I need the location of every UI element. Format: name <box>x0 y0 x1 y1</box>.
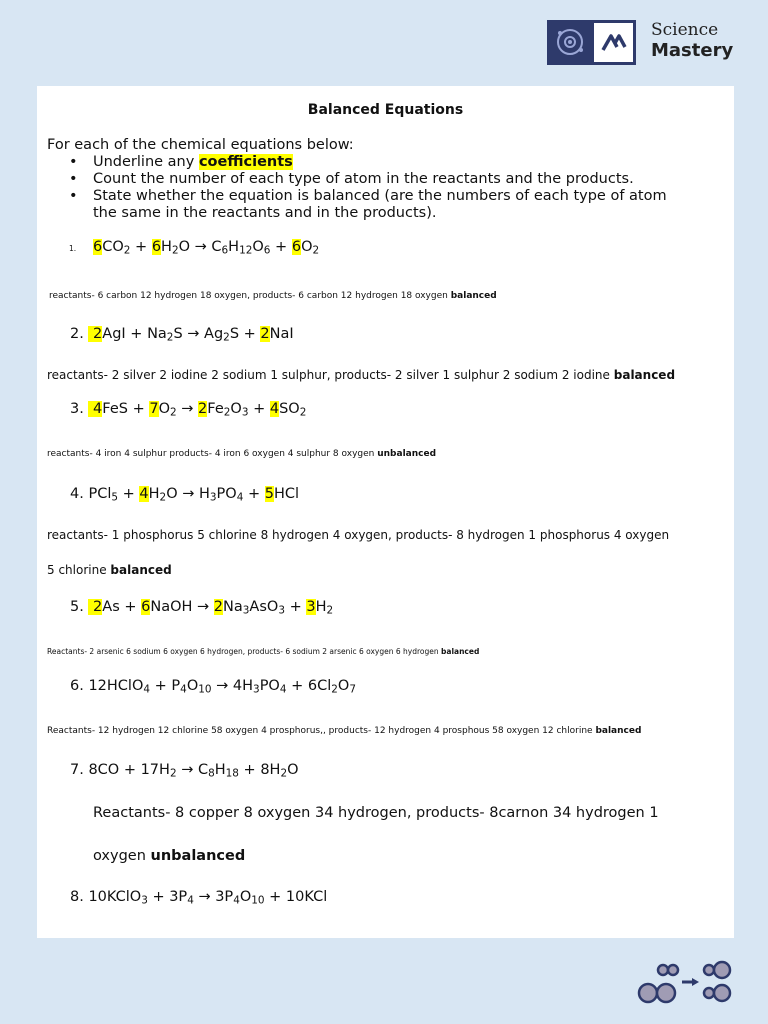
atom-icon <box>548 21 594 64</box>
equation-6: 6. 12HClO$_4$ + $P_4O_{10} \to 4H_3PO_4 + 6Cl_2O_7$ <box>70 678 356 696</box>
equation-2: 2. $2AgI + Na_2S \to Ag_2S + 2NaI$ <box>70 326 294 344</box>
answer-4: reactants- 1 phosphorus 5 chlorine 8 hydrogen 4 oxygen, products- 8 hydrogen 1 phosphorus 4 oxygen <box>47 528 670 542</box>
equation-5: 5. 2As + 6NaOH → $2Na_3AsO_3 + 3H_2$ <box>70 599 334 617</box>
item-number: 5. <box>70 599 84 615</box>
equation-7: 7. $8CO + 17H_2 \to C_8H_{18} + 8H_2O$ <box>70 762 299 780</box>
item-number: 4. <box>70 486 84 502</box>
equation-4: 4. $PCl_5 + 4H_2O \to H_3PO_4 + 5HCl$ <box>70 486 300 504</box>
logo-text-science: Science <box>651 20 719 40</box>
intro-text: For each of the chemical equations below: <box>47 137 354 153</box>
answer-7: Reactants- 8 copper 8 oxygen 34 hydrogen, products- 8carnon 34 hydrogen 1 <box>93 805 659 821</box>
logo-chevron-panel <box>594 23 633 62</box>
logo-mark <box>547 20 636 65</box>
item-number: 2. <box>70 326 84 342</box>
science-mastery-logo <box>547 20 747 66</box>
instruction-item: • Underline any coefficients <box>65 154 667 171</box>
item-number: 3. <box>70 401 84 417</box>
page-title: Balanced Equations <box>307 102 464 118</box>
instruction-item: • Count the number of each type of atom in the reactants and the products. <box>65 171 667 188</box>
answer-6: Reactants- 12 hydrogen 12 chlorine 58 oxygen 4 prosphorus,, products- 12 hydrogen 4 prosphous 58 oxygen 12 chlorine balanced <box>47 726 642 736</box>
coefficients-highlight: coefficients <box>198 154 293 170</box>
answer-4-cont: 5 chlorine balanced <box>47 563 172 577</box>
item-number: 7. <box>70 762 84 778</box>
logo-text-mastery: Mastery <box>651 40 734 61</box>
item-number: 6. <box>70 678 84 694</box>
equation-3: 3. $4FeS + 7O_2 \to 2Fe_2O_3 + 4SO_2$ <box>70 401 307 419</box>
answer-3: reactants- 4 iron 4 sulphur products- 4 iron 6 oxygen 4 sulphur 8 oxygen unbalanced <box>47 449 437 459</box>
answer-7-cont: oxygen unbalanced <box>93 848 246 864</box>
equation-1: 1. $6CO_2 + 6H_2O \to C_6H_{12}O_6 + 6O_2$ <box>69 239 320 257</box>
molecule-reaction-icon <box>636 960 736 1006</box>
equation-8: 8. 10KClO$_3$ + $3P_4 \to 3P_4O_{10} + 10KCl$ <box>70 889 328 907</box>
item-number: 1. <box>69 244 77 253</box>
answer-2: reactants- 2 silver 2 iodine 2 sodium 1 sulphur, products- 2 silver 1 sulphur 2 sodium 2 iodine balanced <box>47 368 676 382</box>
item-number: 8. <box>70 889 84 905</box>
answer-5: Reactants- 2 arsenic 6 sodium 6 oxygen 6 hydrogen, products- 6 sodium 2 arsenic 6 oxygen 6 hydrogen balanced <box>47 647 480 656</box>
instruction-item: • State whether the equation is balanced (are the numbers of each type of atom the same in the reactants and in the products). <box>65 188 667 222</box>
instruction-list <box>65 154 667 222</box>
answer-1: reactants- 6 carbon 12 hydrogen 18 oxygen, products- 6 carbon 12 hydrogen 18 oxygen balanced <box>49 291 497 301</box>
worksheet-page <box>37 86 734 938</box>
mountain-icon <box>594 23 633 62</box>
